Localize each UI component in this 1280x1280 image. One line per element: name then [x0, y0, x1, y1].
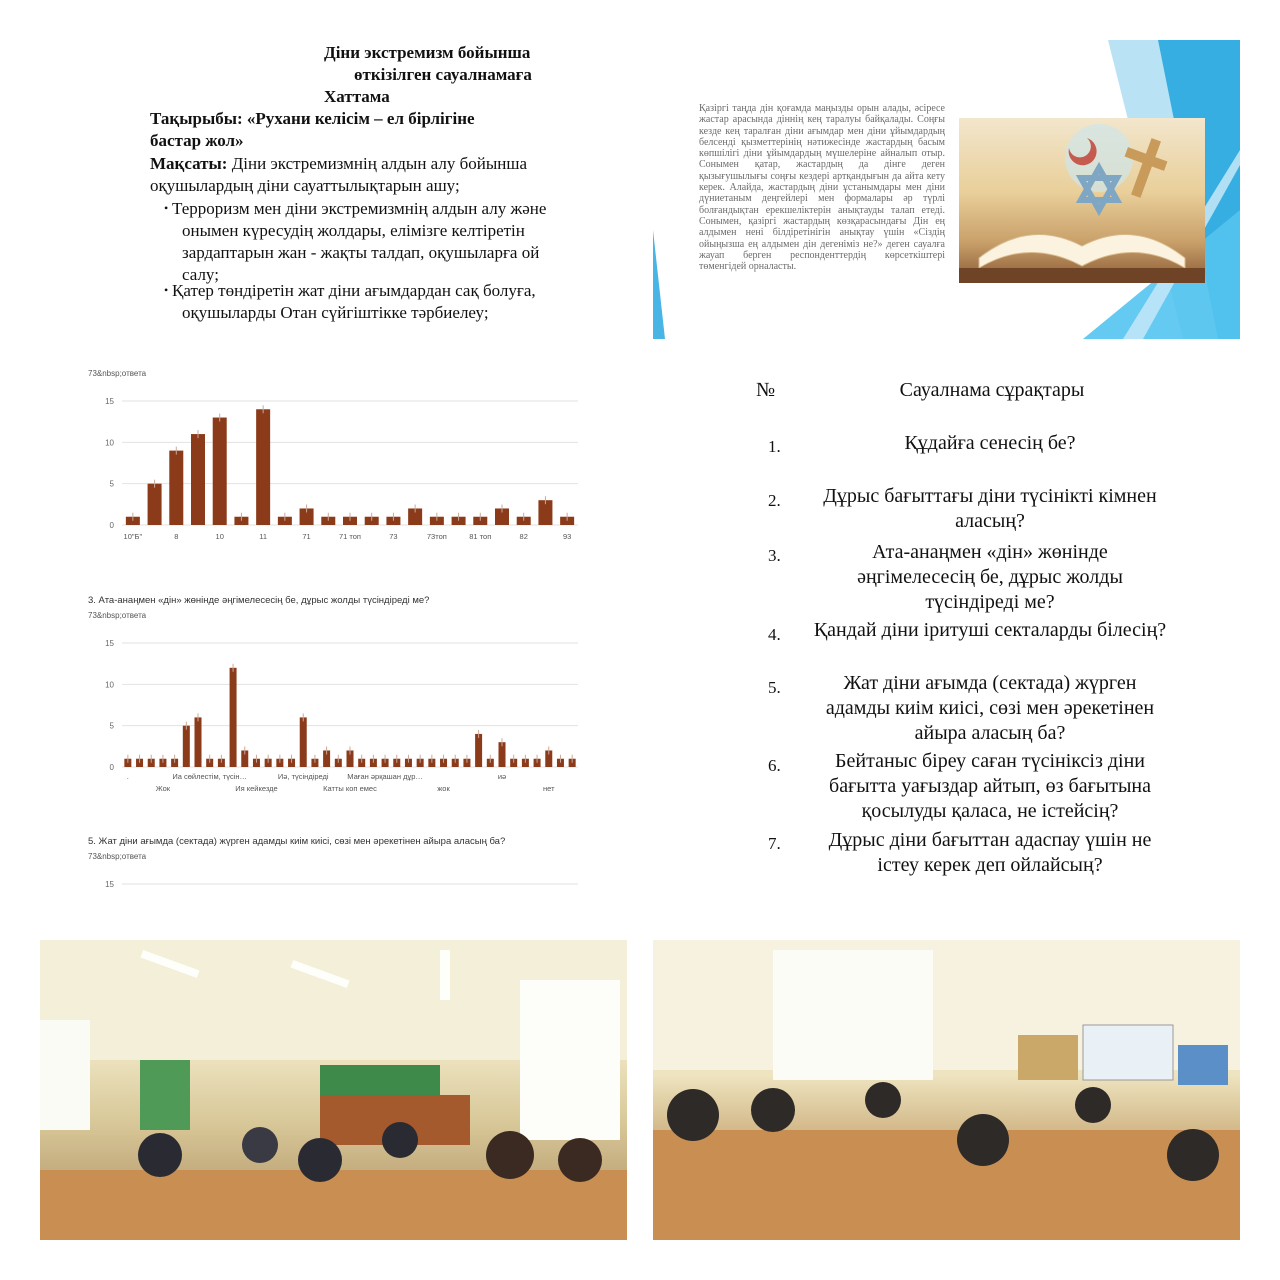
questions-header-number: № — [756, 379, 776, 401]
bar-3 — [191, 434, 205, 525]
protocol-panel — [140, 40, 620, 340]
wall-banner-shape — [320, 1065, 440, 1095]
y-tick-label: 5 — [109, 721, 114, 731]
classroom-photo-2-illustration — [653, 940, 1240, 1240]
question-2-line2: аласың? — [955, 510, 1025, 532]
x-tick-label: Жок — [155, 784, 171, 793]
questions-header-title: Сауалнама сұрақтары — [899, 379, 1085, 401]
x-tick-label: нет — [543, 784, 555, 793]
protocol-goal-text1: Діни экстремизмнің алдын алу бойынша — [227, 154, 528, 173]
question-5-line1: Жат діни ағымда (сектада) жүрген — [843, 672, 1137, 694]
x-tick-label: 71 топ — [338, 532, 362, 541]
window-shape — [520, 980, 620, 1140]
bar-6 — [195, 717, 202, 767]
question-2-number: 2. — [768, 491, 781, 510]
x-tick-label: 73 — [389, 532, 398, 541]
projector-screen-shape — [1083, 1025, 1173, 1080]
y-tick-label: 0 — [109, 521, 114, 530]
protocol-bullet-2 — [164, 279, 594, 324]
chart2-svg — [84, 631, 594, 801]
question-4-line1: Қандай діни іритуші секталарды білесің? — [813, 619, 1167, 641]
x-tick-label: Иа сөйлестім, түсін… — [172, 772, 248, 781]
y-tick-label: 15 — [105, 397, 114, 406]
question-3-text — [800, 540, 1180, 615]
bullet1-line2: онымен күресудің жолдары, елімізге келтіретін — [182, 221, 525, 240]
wall-picture-shape — [1018, 1035, 1078, 1080]
question-6-line3: қосылуды қаласа, не істейсің? — [861, 800, 1119, 822]
wall-poster-shape — [140, 1060, 190, 1130]
x-tick-label: иә — [497, 772, 507, 781]
question-6-text — [800, 749, 1180, 824]
bullet2-line2: оқушыларды Отан сүйгіштікке тәрбиелеу; — [182, 303, 489, 322]
classroom-lesson-photo — [653, 940, 1240, 1240]
question-2-text — [800, 484, 1180, 534]
question-3-line2: әңгімелесесің бе, дұрыс жолды — [857, 566, 1123, 588]
y-tick-label: 10 — [105, 438, 114, 448]
bar-15 — [300, 717, 307, 767]
question-7-line1: Дұрыс діни бағыттан адаспау үшін не — [828, 829, 1152, 851]
classroom-students-photo — [40, 940, 627, 1240]
x-tick-label: 93 — [562, 532, 572, 541]
y-tick-label: 15 — [105, 880, 114, 889]
question-7-text — [800, 828, 1180, 878]
protocol-topic — [150, 108, 570, 152]
desks-shape — [653, 1130, 1240, 1240]
question-6-line2: бағытта уағыздар айтып, өз бағытына — [829, 775, 1151, 797]
question-6-number: 6. — [768, 756, 781, 775]
question-1-number: 1. — [768, 437, 781, 456]
chart3-response-count: 73&nbsp;ответа — [88, 852, 147, 861]
bar-2 — [169, 451, 183, 525]
x-tick-label: . — [126, 772, 129, 781]
question-6-line1: Бейтаныс біреу саған түсініксіз діни — [835, 750, 1145, 772]
window-shape — [773, 950, 933, 1080]
bullet-dot-icon: • — [164, 201, 169, 215]
question-3-number: 3. — [768, 546, 781, 565]
x-tick-label: 81 топ — [469, 532, 492, 541]
protocol-goal-text2: оқушылардың діни сауаттылықтарын ашу; — [150, 176, 460, 195]
question-3-line1: Ата-анаңмен «дін» жөнінде — [872, 541, 1108, 563]
x-tick-label: 73топ — [426, 532, 447, 541]
y-tick-label: 15 — [105, 639, 114, 648]
open-book-shape — [979, 234, 1185, 268]
questions-panel — [740, 372, 1210, 892]
protocol-topic-line1: Тақырыбы: «Рухани келісім – ел бірлігіне — [150, 109, 475, 128]
question-7-line2: істеу керек деп ойлайсың? — [877, 854, 1103, 876]
bar-5 — [183, 726, 190, 767]
y-tick-label: 10 — [105, 680, 114, 690]
chart1-response-count: 73&nbsp;ответа — [88, 369, 147, 378]
student-shape — [138, 1133, 182, 1177]
charts-panel — [84, 365, 594, 915]
bullet1-line1: Терроризм мен діни экстремизмнің алдын алу және — [172, 199, 547, 218]
chart3-title: 5. Жат діни ағымда (сектада) жүрген адамды киім киісі, сөзі мен әрекетінен айыра аласың ба? — [88, 836, 506, 847]
x-tick-label: 82 — [519, 532, 528, 541]
y-tick-label: 5 — [109, 479, 114, 489]
protocol-title-line2: өткізілген сауалнамаға — [354, 65, 532, 84]
x-tick-label: Катты коп емес — [323, 784, 377, 793]
question-7-number: 7. — [768, 834, 781, 853]
question-4-number: 4. — [768, 625, 781, 644]
question-5-text — [800, 671, 1180, 746]
window-shape — [40, 1020, 90, 1130]
bar-6 — [256, 409, 270, 525]
protocol-goal-label: Мақсаты: — [150, 154, 228, 173]
desks-shape — [40, 1170, 627, 1240]
wall-poster-shape — [1178, 1045, 1228, 1085]
bar-30 — [475, 734, 482, 767]
y-tick-label: 0 — [109, 763, 114, 772]
slide-panel — [653, 40, 1240, 339]
slide-left-accent — [653, 230, 665, 339]
bar-9 — [230, 668, 237, 767]
question-5-line3: айыра аласың ба? — [914, 722, 1066, 744]
bar-4 — [213, 418, 227, 525]
table-shape — [959, 268, 1205, 283]
question-2-line1: Дұрыс бағыттағы діни түсінікті кімнен — [823, 485, 1157, 507]
book-illustration — [959, 118, 1205, 283]
slide-text: Қазіргі таңда дін қоғамда маңызды орын алады, әсіресе жастар арасында діннің кең таралуы байқалады. Соңғы кезде кең таралған діни ағымдар мен діни ұйымдардың белсенді қызметтерінің нәтижесінде жастардың басым көпшілігі діни ұйымдардың мүшелеріне айналып отыр. Сонымен қатар, жастардың да дінге деген қызығушылығы соңғы кездері артқандығын да айта кету керек. Алайда, жастардың діни ұстанымдары мен діни дүниетаным деңгейлері мен формалары әр түрлі болғандықтан ерекшеліктерін анықтауды талап етеді. Сонымен, қазіргі жастардың көзқарасындағы Дін ең алдымен нені білдіретінігін анықтау үшін «Сіздің ойыңызша ең алдымен дін дегеніміз не?» деген сауалға жауап берген респонденттердің көрсеткіштері төменгідей орналасты. — [699, 103, 945, 273]
bullet1-line4: салу; — [182, 265, 219, 284]
x-tick-label: Маған әрқашан дұр… — [347, 772, 423, 781]
x-tick-label: Ия кейкезде — [235, 784, 278, 793]
protocol-title-line1: Діни экстремизм бойынша — [324, 43, 531, 62]
question-4-text — [790, 618, 1190, 643]
x-tick-label: 71 — [302, 532, 311, 541]
question-3-line3: түсіндіреді ме? — [925, 591, 1055, 613]
chart3-svg — [84, 872, 594, 915]
x-tick-label: 8 — [174, 532, 179, 541]
x-tick-label: 11 — [259, 532, 268, 541]
x-tick-label: жок — [437, 784, 450, 793]
question-1-line1: Құдайға сенесің бе? — [904, 432, 1076, 454]
protocol-topic-line2: бастар жол» — [150, 131, 244, 150]
chart2-title: 3. Ата-анаңмен «дін» жөнінде әңгімелесесің бе, дұрыс жолды түсіндіреді ме? — [88, 595, 430, 606]
chart2-response-count: 73&nbsp;ответа — [88, 611, 147, 620]
question-5-number: 5. — [768, 678, 781, 697]
protocol-goal — [150, 153, 610, 197]
bar-1 — [148, 484, 162, 525]
classroom-photo-1-illustration — [40, 940, 627, 1240]
x-tick-label: 10 — [215, 532, 224, 541]
book-with-religious-symbols-photo — [959, 118, 1205, 283]
chart1-svg — [84, 389, 594, 549]
bullet2-line1: Қатер төндіретін жат діни ағымдардан сақ болуға, — [172, 281, 536, 300]
question-5-line2: адамды киім киісі, сөзі мен әрекетінен — [825, 697, 1155, 719]
bullet-dot-icon: • — [164, 283, 169, 297]
x-tick-label: 10"Б" — [123, 532, 143, 541]
protocol-bullet-1 — [164, 197, 594, 286]
student-shape — [667, 1089, 719, 1141]
question-1-text — [800, 431, 1180, 456]
x-tick-label: Иә, түсіндіреді — [277, 772, 329, 781]
protocol-title-line3: Хаттама — [324, 87, 390, 106]
bullet1-line3: зардаптарын жан - жақты талдап, оқушыларға ой — [182, 243, 540, 262]
